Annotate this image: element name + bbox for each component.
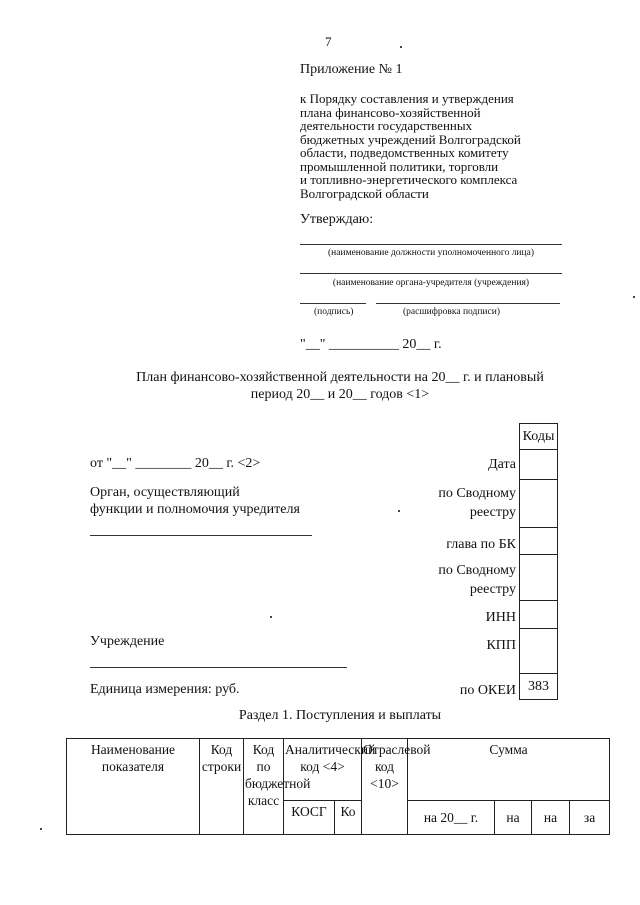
institution-fill-line [90,667,347,668]
scan-speck [40,828,42,830]
col-kosgu-header: КОСГ [284,801,335,835]
unit-label: Единица измерения: руб. [90,682,240,697]
organ-fill-line [90,535,312,536]
codes-table [519,423,558,700]
code-cell-inn [520,601,558,629]
section-title: Раздел 1. Поступления и выплаты [238,708,442,723]
code-cell-consolidated-2 [520,555,558,601]
scan-speck [398,510,400,512]
label-consolidated-1a: по Сводному [438,486,516,501]
scan-speck [400,46,402,48]
sum-year-header: на 20__ г. [408,801,495,835]
col-name-header: Наименование показателя [67,739,200,835]
codes-header: Коды [520,424,558,450]
appendix-title: Приложение № 1 [300,62,403,77]
decoding-caption: (расшифровка подписи) [403,307,500,317]
label-consolidated-2b: реестру [469,582,516,597]
organ-caption: (наименование органа-учредителя (учреждения) [332,278,530,288]
label-consolidated-2a: по Сводному [438,563,516,578]
sum-na1-header: на [495,801,532,835]
col-branch-header: Отраслевой код <10> [362,739,408,835]
col-line-code-header: Код строки [200,739,244,835]
col-analytic-header: Аналитический код <4> [284,739,362,801]
col-sum-header: Сумма [408,739,610,801]
label-bk-head: глава по БК [446,537,516,552]
label-date: Дата [488,457,516,472]
scan-speck [270,616,272,618]
organ-label-line2: функции и полномочия учредителя [90,502,300,517]
label-okei: по ОКЕИ [459,683,516,698]
sum-za-header: за [570,801,610,835]
appendix-line: к Порядку составления и утверждения [300,91,514,106]
organ-label-line1: Орган, осуществляющий [90,485,240,500]
section-table [66,738,610,835]
appendix-line: и топливно-энергетического комплекса [300,172,518,187]
sum-na2-header: на [532,801,570,835]
code-cell-bk-head [520,528,558,555]
position-caption: (наименование должности уполномоченного лица) [328,248,534,258]
code-cell-kpp [520,629,558,674]
appendix-line: области, подведомственных комитету [300,145,509,160]
plan-title-line2: период 20__ и 20__ годов <1> [250,387,430,402]
appendix-line: Волгоградской области [300,185,429,201]
label-inn: ИНН [485,610,516,625]
page-number: 7 [325,34,332,49]
appendix-line: бюджетных учреждений Волгоградской [300,131,521,147]
code-cell-date [520,450,558,480]
appendix-line: промышленной политики, торговли [300,158,499,174]
institution-label: Учреждение [90,634,165,649]
organ-line [300,273,562,274]
label-consolidated-1b: реестру [469,505,516,520]
approval-date: "__" __________ 20__ г. [300,337,442,352]
decoding-line [376,303,560,304]
appendix-text [300,92,521,200]
scan-speck [633,296,635,298]
code-cell-consolidated-1 [520,480,558,528]
plan-date: от "__" ________ 20__ г. <2> [90,456,261,471]
code-cell-okei: 383 [520,674,558,700]
approval-label: Утверждаю: [300,212,374,227]
appendix-line: деятельности государственных [300,118,473,133]
label-kpp: КПП [486,638,516,653]
col-ko-header: Ко [335,801,362,835]
appendix-line: плана финансово-хозяйственной [300,104,481,120]
signature-line [300,303,366,304]
col-budget-code-header: Код по бюджетной класс [244,739,284,835]
signature-caption: (подпись) [314,307,354,317]
position-line [300,244,562,245]
plan-title-line1: План финансово-хозяйственной деятельности на 20__ г. и плановый [136,370,544,385]
